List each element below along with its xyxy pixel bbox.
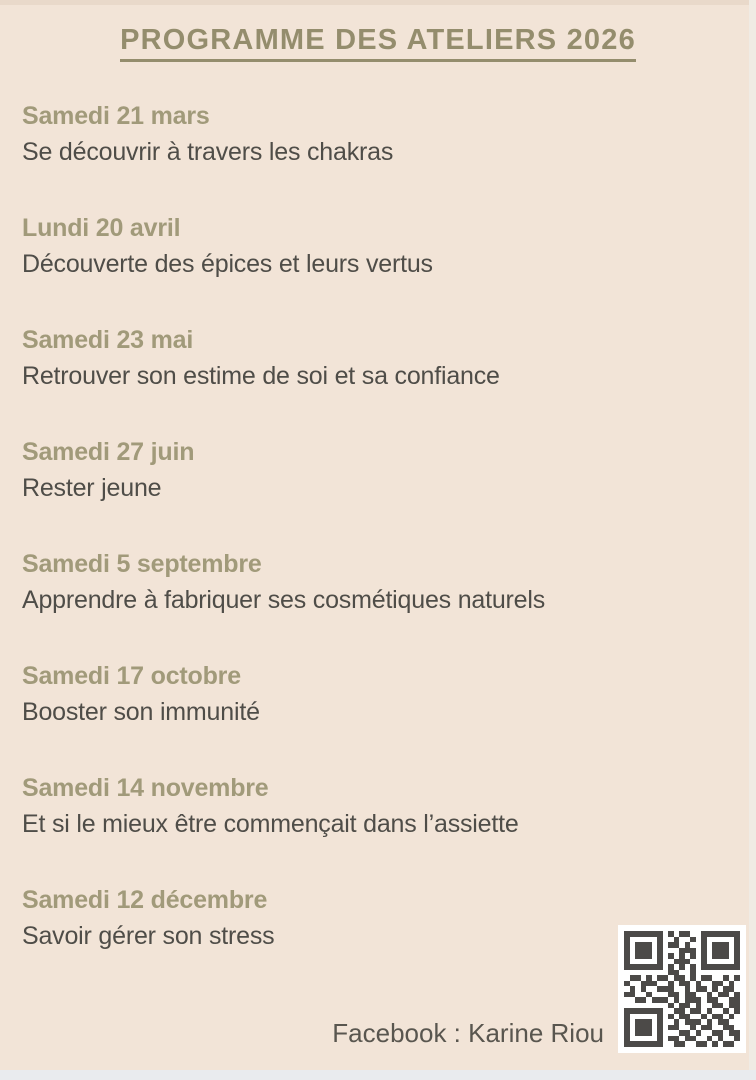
workshop-entry xyxy=(22,98,722,210)
workshop-entry xyxy=(22,770,722,882)
workshop-topic: Booster son immunité xyxy=(22,698,260,726)
workshop-entry xyxy=(22,546,722,658)
workshop-topic: Apprendre à fabriquer ses cosmétiques naturels xyxy=(22,586,546,614)
workshop-entry xyxy=(22,658,722,770)
facebook-caption: Facebook : Karine Riou xyxy=(332,1018,604,1048)
workshop-entry xyxy=(22,322,722,434)
workshop-date: Samedi 27 juin xyxy=(22,438,195,466)
page-title-text: PROGRAMME DES ATELIERS 2026 xyxy=(120,24,636,62)
workshop-topic: Découverte des épices et leurs vertus xyxy=(22,250,433,278)
right-edge-shade xyxy=(749,0,756,1080)
workshop-date: Samedi 17 octobre xyxy=(22,662,241,690)
top-edge-shade xyxy=(0,0,756,5)
workshop-date: Samedi 21 mars xyxy=(22,102,210,130)
facebook-qr-code xyxy=(618,925,746,1053)
workshop-topic: Se découvrir à travers les chakras xyxy=(22,138,394,166)
workshop-date: Samedi 14 novembre xyxy=(22,774,269,802)
workshop-topic: Retrouver son estime de soi et sa confiance xyxy=(22,362,500,390)
workshop-entry xyxy=(22,882,722,994)
workshop-date: Lundi 20 avril xyxy=(22,214,181,242)
workshop-topic: Rester jeune xyxy=(22,474,162,502)
workshop-list xyxy=(22,98,722,994)
workshop-date: Samedi 23 mai xyxy=(22,326,194,354)
workshop-topic: Et si le mieux être commençait dans l’assiette xyxy=(22,810,519,838)
workshop-topic: Savoir gérer son stress xyxy=(22,922,275,950)
qr-code-modules xyxy=(624,931,740,1047)
bottom-edge-strip xyxy=(0,1070,756,1080)
page-title xyxy=(0,24,756,62)
workshop-entry xyxy=(22,210,722,322)
workshop-date: Samedi 5 septembre xyxy=(22,550,262,578)
workshop-date: Samedi 12 décembre xyxy=(22,886,268,914)
workshop-entry xyxy=(22,434,722,546)
